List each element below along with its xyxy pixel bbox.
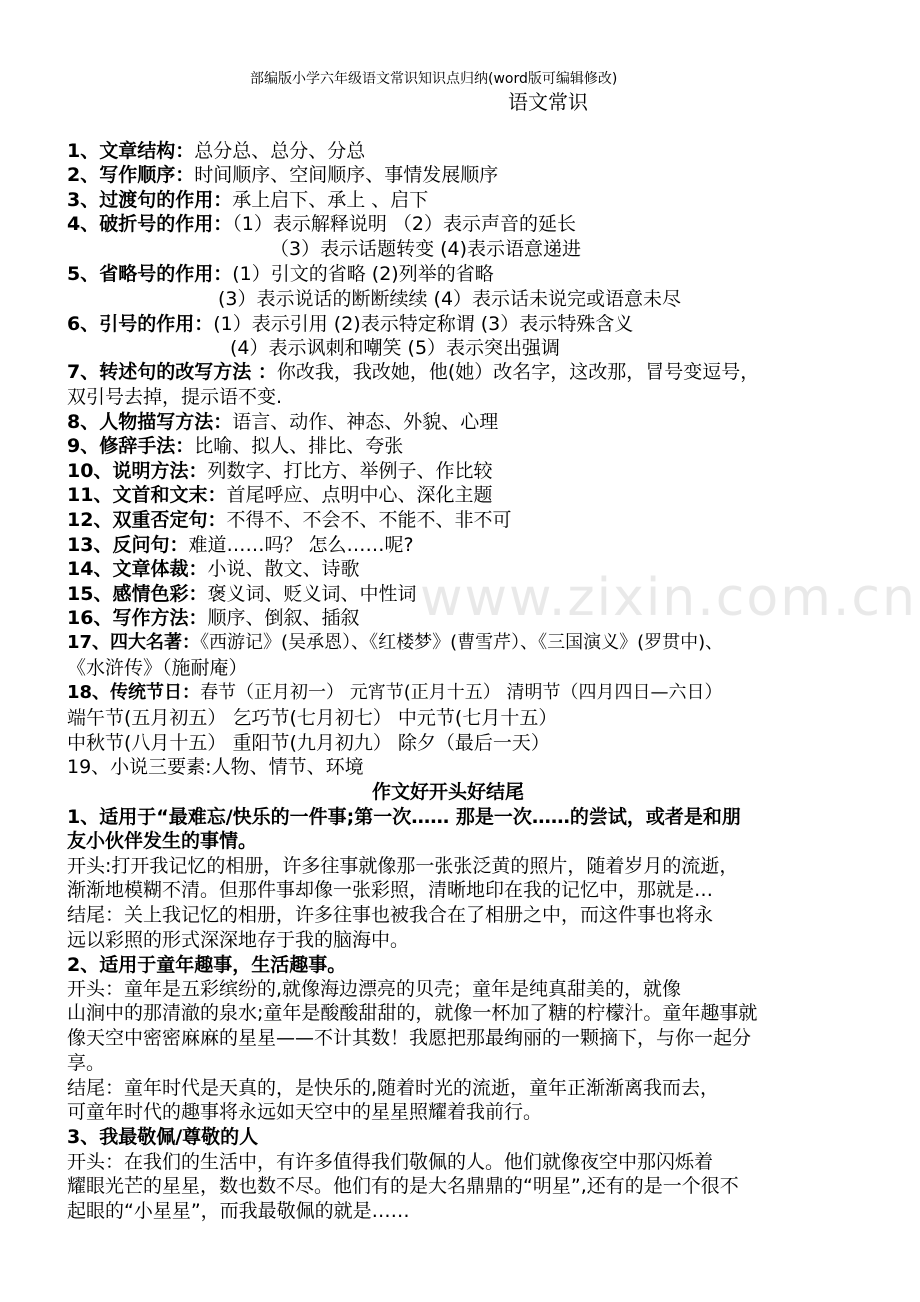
- item-text: （3）表示话题转变 (4)表示语意递进: [270, 238, 582, 260]
- essay-line: 2、适用于童年趣事，生活趣事。: [67, 954, 347, 976]
- item-text: (1）表示引用 (2)表示特定称谓 (3）表示特殊含义: [213, 313, 634, 335]
- item-label: 9、修辞手法：: [67, 435, 195, 457]
- item-5: [67, 262, 494, 286]
- item-7: [67, 360, 759, 384]
- item-label: 14、文章体裁：: [67, 558, 208, 580]
- essay-line: 享。: [67, 1052, 106, 1074]
- item-text: 语言、动作、神态、外貌、心理: [232, 411, 499, 433]
- item-3: [67, 188, 428, 212]
- item-text: 端午节(五月初五） 乞巧节(七月初七） 中元节(七月十五）: [67, 707, 558, 729]
- item-label: 2、写作顺序：: [67, 164, 195, 186]
- essay-line: 开头：童年是五彩缤纷的,就像海边漂亮的贝壳；童年是纯真甜美的，就像: [67, 978, 682, 1000]
- item-1: [67, 139, 365, 163]
- item-text: 难道……吗？ 怎么……呢?: [188, 534, 414, 556]
- essay-line: 渐渐地模糊不清。但那件事却像一张彩照，清晰地印在我的记忆中，那就是…: [67, 879, 714, 901]
- item-label: 6、引号的作用：: [67, 313, 214, 335]
- item-label: 12、双重否定句：: [67, 509, 227, 531]
- item-text: (3）表示说话的断断续续 (4）表示话未说完或语意未尽: [218, 288, 682, 310]
- item-text: 小说、散文、诗歌: [207, 558, 360, 580]
- item-text: 比喻、拟人、排比、夸张: [194, 435, 404, 457]
- item-text: 承上启下、承上 、启下: [232, 189, 429, 211]
- item-label: 16、写作方法：: [67, 607, 208, 629]
- essay-line: 山涧中的那清澈的泉水;童年是酸酸甜甜的，就像一杯加了糖的柠檬汁。童年趣事就: [67, 1002, 758, 1024]
- item-label: 1、文章结构：: [67, 140, 195, 162]
- item-label: 8、人物描写方法：: [67, 411, 233, 433]
- watermark: www.zixin.com.cn: [420, 568, 917, 628]
- item-text: (4）表示讽刺和嘲笑 (5）表示突出强调: [230, 337, 561, 359]
- item-text: 列数字、打比方、举例子、作比较: [207, 460, 493, 482]
- item-11: [67, 483, 492, 507]
- item-text: 中秋节(八月十五） 重阳节(九月初九） 除夕（最后一天）: [67, 732, 550, 754]
- item-label: 10、说明方法：: [67, 460, 208, 482]
- item-label: 13、反问句：: [67, 534, 189, 556]
- item-text: 时间顺序、空间顺序、事情发展顺序: [194, 164, 499, 186]
- item-18-cont-2: [67, 731, 550, 755]
- item-text: 《水浒传》（施耐庵）: [67, 657, 248, 679]
- item-text: 双引号去掉，提示语不变.: [67, 386, 283, 408]
- item-8: [67, 410, 498, 434]
- item-text: 19、小说三要素:人物、情节、环境: [67, 756, 364, 778]
- item-12: [67, 508, 511, 532]
- item-label: 18、传统节日：: [67, 682, 201, 703]
- essay-line: 3、我最敬佩/尊敬的人: [67, 1126, 259, 1148]
- item-text: 顺序、倒叙、插叙: [207, 607, 360, 629]
- essay-line: 开头:打开我记忆的相册，许多往事就像那一张张泛黄的照片，随着岁月的流逝，: [67, 855, 739, 877]
- item-label: 4、破折号的作用：: [67, 213, 233, 235]
- essay-line: 可童年时代的趣事将永远如天空中的星星照耀着我前行。: [67, 1101, 543, 1123]
- essay-line: 开头：在我们的生活中，有许多值得我们敬佩的人。他们就像夜空中那闪烁着: [67, 1151, 714, 1173]
- doc-title: 部编版小学六年级语文常识知识点归纳(word版可编辑修改): [250, 71, 618, 87]
- item-5-cont: [218, 287, 681, 311]
- essay-line: 远以彩照的形式深深地存于我的脑海中。: [67, 929, 410, 951]
- item-label: 15、感情色彩：: [67, 583, 208, 605]
- item-label: 3、过渡句的作用：: [67, 189, 233, 211]
- item-text: 首尾呼应、点明中心、深化主题: [226, 484, 493, 506]
- item-label: 7、转述句的改写方法 ：: [67, 361, 277, 383]
- item-text: 褒义词、贬义词、中性词: [207, 583, 417, 605]
- item-label: 5、省略号的作用：: [67, 263, 233, 285]
- item-text: (1）引文的省略 (2)列举的省略: [232, 263, 494, 285]
- essay-line: 像天空中密密麻麻的星星——不计其数！我愿把那最绚丽的一颗摘下，与你一起分: [67, 1027, 752, 1049]
- item-label: 17、四大名著：: [67, 632, 201, 653]
- item-9: [67, 434, 403, 458]
- essay-line: 友小伙伴发生的事情。: [67, 830, 258, 852]
- item-15: [67, 582, 416, 606]
- item-text: 总分总、总分、分总: [194, 140, 366, 162]
- item-4: [67, 212, 576, 236]
- item-18-cont-1: [67, 706, 557, 730]
- item-18: [67, 681, 723, 705]
- item-6-cont: [230, 336, 560, 360]
- item-19: [67, 755, 364, 779]
- item-2: [67, 163, 498, 187]
- essay-line: 结尾：童年时代是天真的，是快乐的,随着时光的流逝，童年正渐渐离我而去，: [67, 1077, 720, 1099]
- item-10: [67, 459, 492, 483]
- essay-line: 结尾：关上我记忆的相册，许多往事也被我合在了相册之中，而这件事也将永: [67, 904, 714, 926]
- essay-title: 作文好开头好结尾: [372, 781, 525, 803]
- essay-line: 1、适用于“最难忘/快乐的一件事;第一次…… 那是一次……的尝试，或者是和朋: [67, 806, 741, 828]
- item-13: [67, 533, 414, 557]
- item-14: [67, 557, 359, 581]
- item-4-cont: [270, 237, 581, 261]
- item-7-cont: [67, 385, 282, 409]
- item-16: [67, 606, 359, 630]
- section-title: 语文常识: [508, 90, 588, 114]
- item-text: 不得不、不会不、不能不、非不可: [226, 509, 512, 531]
- essay-line: 耀眼光芒的星星，数也数不尽。他们有的是大名鼎鼎的“明星”,还有的是一个很不: [67, 1175, 739, 1197]
- item-text: 你改我，我改她，他(她）改名字，这改那，冒号变逗号，: [276, 361, 760, 383]
- essay-line: 起眼的“小星星”，而我最敬佩的就是……: [67, 1200, 410, 1222]
- item-17: [67, 631, 723, 655]
- item-text: 《西游记》(吴承恩）、《红楼梦》(曹雪芹）、《三国演义》(罗贯中)、: [200, 632, 724, 653]
- item-17-cont: [67, 656, 248, 680]
- item-text: 春节（正月初一） 元宵节(正月十五） 清明节（四月四日—六日）: [200, 682, 723, 703]
- item-text: （1）表示解释说明 （2）表示声音的延长: [232, 213, 576, 235]
- item-6: [67, 312, 633, 336]
- item-label: 11、文首和文末：: [67, 484, 227, 506]
